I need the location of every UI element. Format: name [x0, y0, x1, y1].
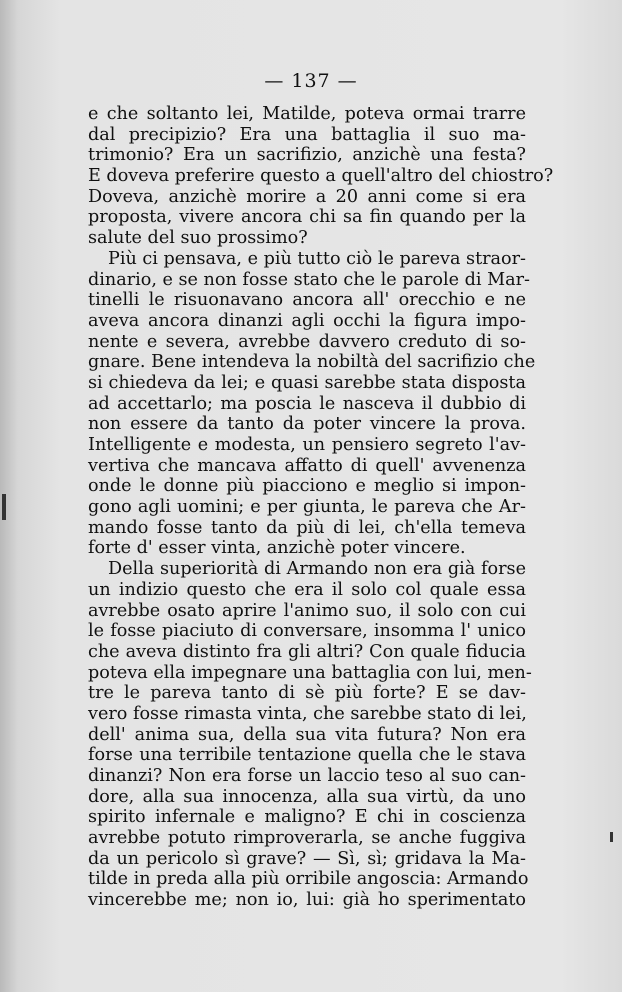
text-line: avrebbe potuto rimproverarla, se anche fuggiva — [88, 828, 526, 849]
text-line: dore, alla sua innocenza, alla sua virtù, da uno — [88, 786, 526, 807]
margin-mark — [610, 832, 613, 842]
text-line: poteva ella impegnare una battaglia con lui, men- — [88, 662, 532, 683]
text-line: tilde in preda alla più orribile angoscia: Armando — [88, 869, 529, 890]
text-line: un indizio questo che era il solo col quale essa — [88, 579, 526, 600]
text-line: dell' anima sua, della sua vita futura? Non era — [88, 724, 526, 745]
text-line: vertiva che mancava affatto di quell' avvenenza — [88, 455, 526, 476]
text-line: salute del suo prossimo? — [88, 228, 308, 249]
text-line: gono agli uomini; e per giunta, le pareva che Ar- — [88, 497, 526, 518]
text-line: Più ci pensava, e più tutto ciò le pareva straor- — [108, 248, 526, 269]
text-line: trimonio? Era un sacrifizio, anzichè una festa? — [88, 145, 526, 166]
text-line: si chiedeva da lei; e quasi sarebbe stata disposta — [88, 372, 526, 393]
text-line: le fosse piaciuto di conversare, insomma l' unico — [88, 621, 526, 642]
text-line: gnare. Bene intendeva la nobiltà del sacrifizio che — [88, 352, 536, 373]
text-line: dinario, e se non fosse stato che le parole di Mar- — [88, 269, 530, 290]
text-line: aveva ancora dinanzi agli occhi la figura impo- — [88, 310, 526, 331]
text-line: onde le donne più piacciono e meglio si impon- — [88, 476, 526, 497]
text-line: vero fosse rimasta vinta, che sarebbe stato di lei, — [88, 703, 527, 724]
text-line: Della superiorità di Armando non era già forse — [108, 559, 526, 580]
text-line: tre le pareva tanto di sè più forte? E se dav- — [88, 683, 526, 704]
text-line: spirito infernale e maligno? E chi in coscienza — [88, 807, 526, 828]
text-line: e che soltanto lei, Matilde, poteva ormai trarre — [88, 104, 526, 124]
text-line: mando fosse tanto da più di lei, ch'ella temeva — [88, 517, 526, 538]
body-text — [88, 104, 554, 911]
text-line: forte d' esser vinta, anzichè poter vincere. — [88, 538, 466, 559]
margin-mark — [2, 494, 6, 520]
text-line: ad accettarlo; ma poscia le nasceva il dubbio di — [88, 393, 526, 414]
text-line: E doveva preferire questo a quell'altro del chiostro? — [88, 166, 554, 187]
text-line: tinelli le risuonavano ancora all' orecchio e ne — [88, 290, 526, 311]
text-line: Doveva, anzichè morire a 20 anni come si era — [88, 186, 526, 207]
text-line: Intelligente e modesta, un pensiero segreto l'av- — [88, 435, 526, 455]
text-line: proposta, vivere ancora chi sa fin quando per la — [88, 207, 526, 228]
text-line: forse una terribile tentazione quella che le stava — [88, 745, 526, 766]
text-line: vincerebbe me; non io, lui: già ho sperimentato — [88, 890, 526, 911]
text-line: che aveva distinto fra gli altri? Con quale fiducia — [88, 641, 526, 662]
text-line: dal precipizio? Era una battaglia il suo ma- — [88, 124, 526, 145]
page-number: — 137 — — [264, 70, 358, 92]
text-line: da un pericolo sì grave? — Sì, sì; gridava la Ma- — [88, 848, 526, 869]
text-line: non essere da tanto da poter vincere la prova. — [88, 414, 526, 435]
text-line: dinanzi? Non era forse un laccio teso al suo can- — [88, 766, 526, 786]
text-line: nente e severa, avrebbe davvero creduto di so- — [88, 331, 526, 352]
text-line: avrebbe osato aprire l'animo suo, il solo con cui — [88, 600, 526, 621]
